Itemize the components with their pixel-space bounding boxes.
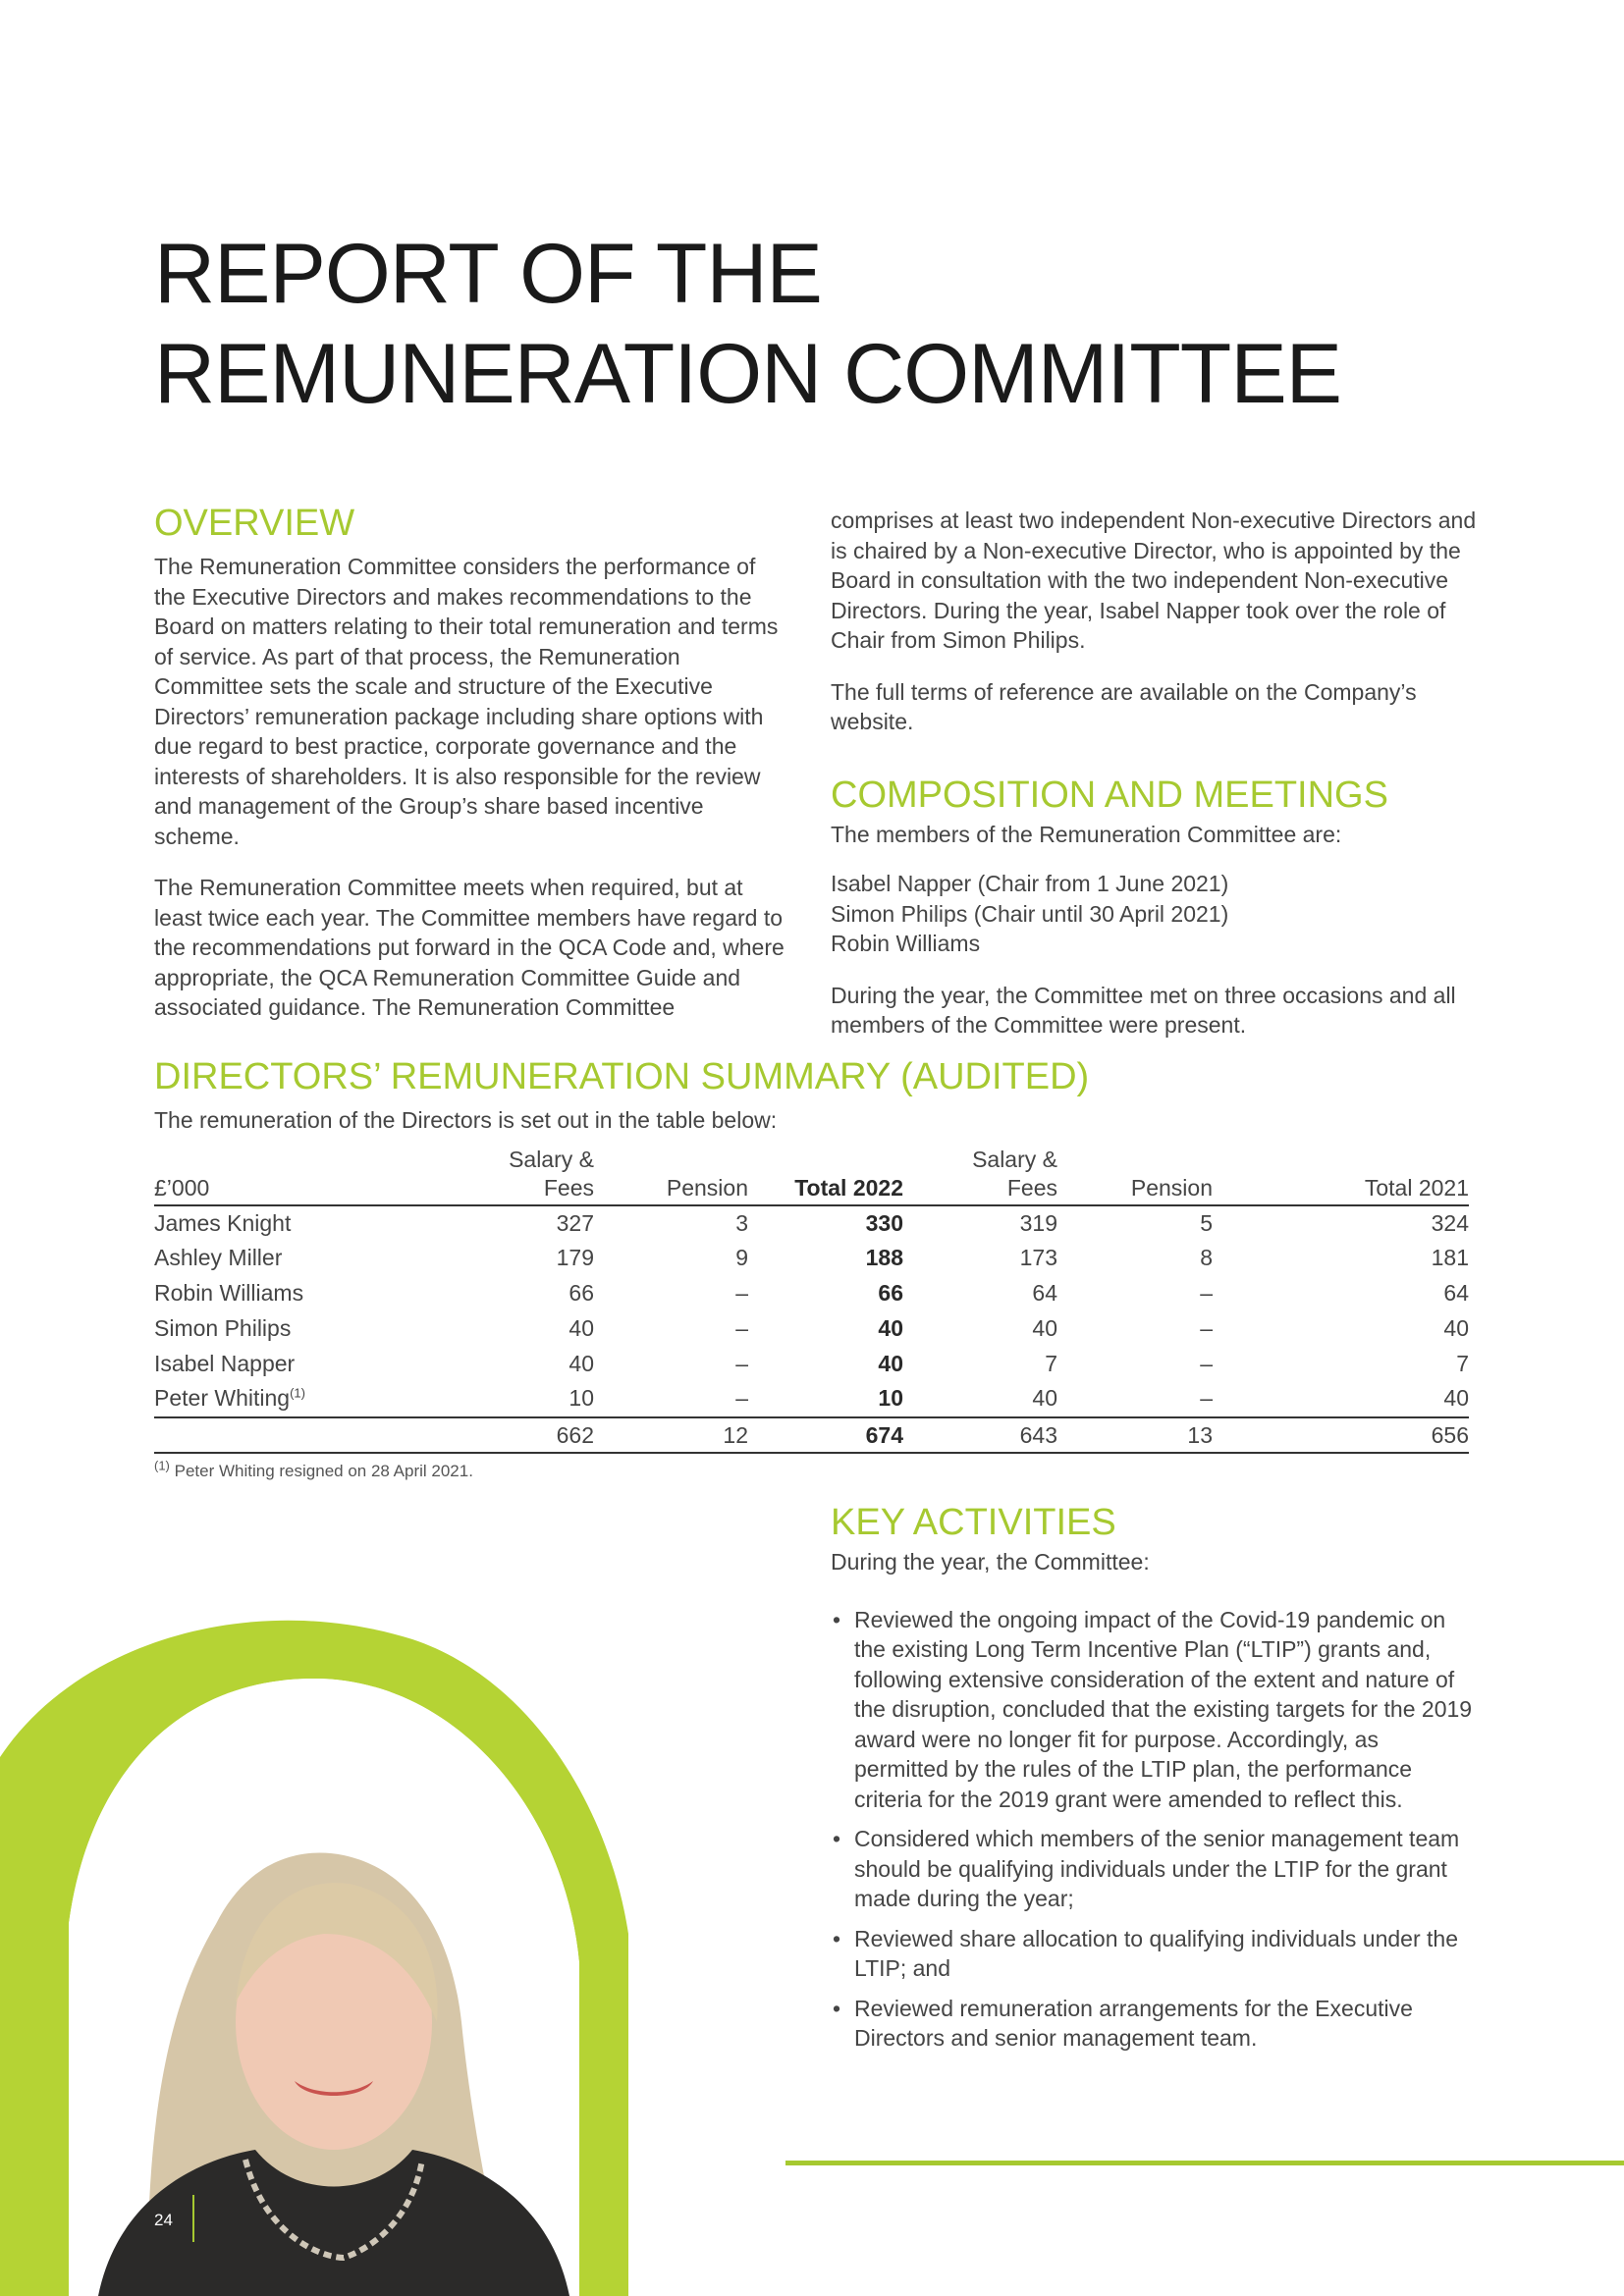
overview-paragraph-4: The full terms of reference are available on the Company’s website. (831, 678, 1417, 734)
total-salary-2021: 643 (903, 1417, 1057, 1453)
total-total-2022: 674 (748, 1417, 903, 1453)
member-item: Simon Philips (Chair until 30 April 2021) (831, 900, 1229, 927)
table-row (154, 1276, 1469, 1311)
table-row (154, 1311, 1469, 1347)
meetings-text: During the year, the Committee met on three occasions and all members of the Committee were present. (831, 982, 1456, 1038)
page-title (154, 224, 1341, 424)
total-2022: 40 (878, 1350, 903, 1376)
total-2021: 40 (1443, 1385, 1469, 1412)
director-name: Simon Philips (154, 1314, 292, 1341)
overview-paragraph-1: The Remuneration Committee considers the performance of the Executive Directors and makes recommendations to the Board on matters relating to their total remuneration and terms of service. As part of that process, the Remuneration Committee sets the scale and structure of the Executive Directors’ remuneration package including share options with due regard to best practice, corporate governance and the interests of shareholders. It is also responsible for the review and management of the Group’s share based incentive scheme. (154, 554, 779, 849)
summary-intro: The remuneration of the Directors is set out in the table below: (154, 1107, 778, 1133)
pension-2022: 3 (735, 1209, 748, 1236)
total-2022: 188 (865, 1245, 903, 1271)
summary-heading: DIRECTORS’ REMUNERATION SUMMARY (AUDITED) (154, 1056, 1090, 1097)
overview-paragraph-2: The Remuneration Committee meets when required, but at least twice each year. The Committee members have regard to the recommendations put forward in the QCA Code and, where appropriate, the QCA Remuneration Committee Guide and associated guidance. The Remuneration Committee (154, 875, 785, 1020)
header-total-2021: Total 2021 (1213, 1146, 1469, 1205)
total-2022: 330 (865, 1209, 903, 1236)
title-line-2: REMUNERATION COMMITTEE (154, 327, 1342, 421)
total-2021: 64 (1443, 1280, 1469, 1307)
overview-paragraph-3: comprises at least two independent Non-executive Directors and is chaired by a Non-executive Director, who is appointed by the Board in consultation with the two independent Non-executive Directors. During the year, Isabel Napper took over the role of Chair from Simon Philips. (831, 507, 1477, 653)
composition-intro: The members of the Remuneration Committee are: (831, 821, 1342, 847)
director-name: James Knight (154, 1209, 292, 1236)
total-pension-2021: 13 (1057, 1417, 1213, 1453)
title-line-1: REPORT OF THE (154, 227, 822, 321)
overview-continued (831, 506, 1479, 1041)
pension-2022: – (735, 1385, 748, 1412)
salary-2021: 64 (1032, 1280, 1057, 1307)
remuneration-summary (154, 1054, 1469, 1481)
list-item: • Reviewed the ongoing impact of the Covid-19 pandemic on the existing Long Term Incentive Plan (“LTIP”) grants and, following extensive consideration of the extent and nature of the disruption, concluded that the existing targets for the 2019 award were no longer fit for purpose. Accordingly, as permitted by the rules of the LTIP plan, the performance criteria for the 2019 grant were amended to reflect this. (831, 1605, 1479, 1815)
table-header-row (154, 1146, 1469, 1205)
member-list (831, 869, 1479, 959)
pension-2021: 5 (1200, 1209, 1213, 1236)
key-activities-list (831, 1605, 1479, 2054)
header-unit: £’000 (154, 1146, 444, 1205)
salary-2021: 40 (1032, 1385, 1057, 1412)
salary-2022: 10 (568, 1385, 594, 1412)
pension-2022: 9 (735, 1245, 748, 1271)
pension-2022: – (735, 1280, 748, 1307)
header-pension-2022: Pension (594, 1146, 748, 1205)
director-name: Isabel Napper (154, 1350, 296, 1376)
page-number-rule (192, 2195, 194, 2242)
header-total-2022: Total 2022 (748, 1146, 903, 1205)
salary-2022: 40 (568, 1350, 594, 1376)
table-row (154, 1205, 1469, 1242)
key-activities-section (831, 1500, 1479, 2063)
total-2022: 40 (878, 1314, 903, 1341)
pension-2022: – (735, 1350, 748, 1376)
total-2022: 10 (878, 1385, 903, 1412)
overview-section (154, 501, 792, 1023)
pension-2021: – (1200, 1314, 1213, 1341)
salary-2021: 173 (1019, 1245, 1057, 1271)
table-total-row (154, 1417, 1469, 1453)
pension-2021: – (1200, 1280, 1213, 1307)
table-footnote: $^{(1)}$ Peter Whiting resigned on 28 April 2021. (154, 1458, 473, 1481)
salary-2022: 40 (568, 1314, 594, 1341)
member-item: Robin Williams (831, 931, 981, 956)
salary-2021: 7 (1045, 1350, 1057, 1376)
salary-2021: 319 (1019, 1209, 1057, 1236)
total-total-2021: 656 (1213, 1417, 1469, 1453)
key-activities-intro: During the year, the Committee: (831, 1549, 1150, 1575)
salary-2021: 40 (1032, 1314, 1057, 1341)
remuneration-table (154, 1146, 1469, 1455)
header-salary-2021: Salary & Fees (903, 1146, 1057, 1205)
director-name: Peter Whiting$^{(1)}$ (154, 1385, 305, 1412)
salary-2022: 179 (556, 1245, 594, 1271)
table-row (154, 1241, 1469, 1276)
total-pension-2022: 12 (594, 1417, 748, 1453)
list-item: • Reviewed share allocation to qualifying individuals under the LTIP; and (831, 1924, 1479, 1984)
pension-2021: – (1200, 1385, 1213, 1412)
pension-2021: 8 (1200, 1245, 1213, 1271)
list-item: • Reviewed remuneration arrangements for the Executive Directors and senior management team. (831, 1994, 1479, 2054)
key-activities-heading: KEY ACTIVITIES (831, 1502, 1116, 1543)
total-2021: 324 (1431, 1209, 1469, 1236)
composition-heading: COMPOSITION AND MEETINGS (831, 774, 1388, 816)
total-salary-2022: 662 (444, 1417, 594, 1453)
header-salary-2022: Salary & Fees (444, 1146, 594, 1205)
portrait-photo (0, 1610, 628, 2296)
total-2021: 7 (1456, 1350, 1469, 1376)
table-row (154, 1347, 1469, 1382)
total-2022: 66 (878, 1280, 903, 1307)
total-2021: 181 (1431, 1245, 1469, 1271)
total-2021: 40 (1443, 1314, 1469, 1341)
overview-heading: OVERVIEW (154, 503, 355, 544)
accent-divider (785, 2161, 1624, 2165)
list-item: • Considered which members of the senior management team should be qualifying individuals under the LTIP for the grant made during the year; (831, 1824, 1479, 1914)
header-pension-2021: Pension (1057, 1146, 1213, 1205)
salary-2022: 66 (568, 1280, 594, 1307)
pension-2022: – (735, 1314, 748, 1341)
pension-2021: – (1200, 1350, 1213, 1376)
page-number: 24 (154, 2211, 173, 2229)
member-item: Isabel Napper (Chair from 1 June 2021) (831, 871, 1229, 896)
table-row (154, 1381, 1469, 1417)
director-name: Robin Williams (154, 1280, 304, 1307)
director-name: Ashley Miller (154, 1245, 283, 1271)
salary-2022: 327 (556, 1209, 594, 1236)
